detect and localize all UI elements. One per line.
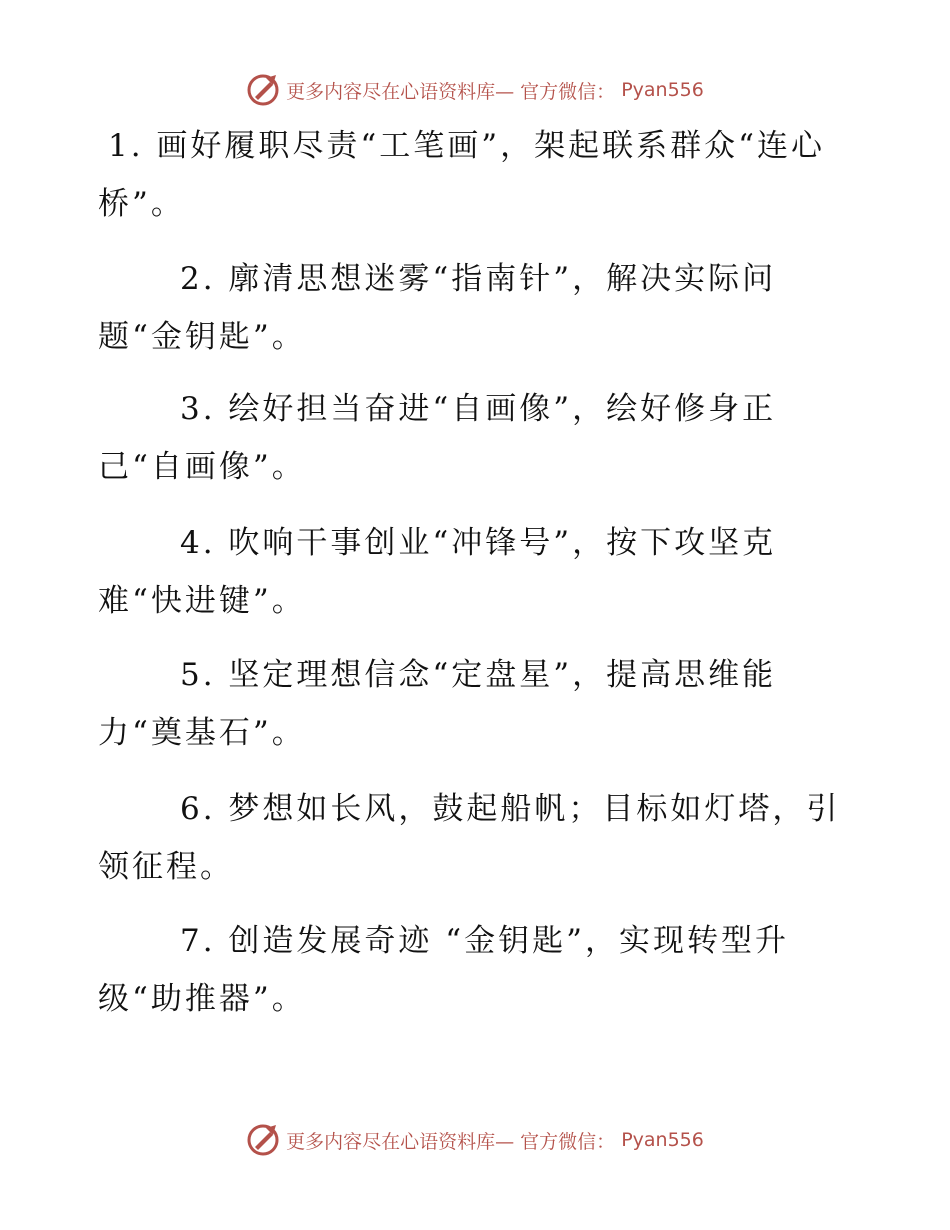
watermark-wechat-label: 官方微信：	[520, 1130, 616, 1153]
list-item: 1. 画好履职尽责“工笔画”，架起联系群众“连心桥”。	[98, 128, 825, 222]
list-item: 5. 坚定理想信念“定盘星”，提高思维能力“奠基石”。	[98, 657, 777, 751]
watermark-wechat-id: Pyan556	[621, 1129, 704, 1151]
header-watermark	[0, 70, 950, 110]
list-item: 2. 廓清思想迷雾“指南针”，解决实际问题“金钥匙”。	[98, 261, 777, 355]
watermark-text: 更多内容尽在心语资料库—	[286, 1130, 515, 1153]
footer-watermark	[0, 1120, 950, 1160]
list-item: 6. 梦想如长风，鼓起船帆；目标如灯塔，引领征程。	[98, 791, 841, 885]
watermark-wechat-label: 官方微信：	[520, 80, 616, 103]
watermark-text: 更多内容尽在心语资料库—	[286, 80, 515, 103]
list-item: 3. 绘好担当奋进“自画像”，绘好修身正己“自画像”。	[98, 391, 777, 485]
quill-logo-icon	[246, 73, 280, 107]
watermark-wechat-id: Pyan556	[621, 79, 704, 101]
quill-logo-icon	[246, 1123, 280, 1157]
list-item: 7. 创造发展奇迹 “金钥匙”，实现转型升级“助推器”。	[98, 923, 789, 1017]
list-item: 4. 吹响干事创业“冲锋号”，按下攻坚克难“快进键”。	[98, 525, 777, 619]
